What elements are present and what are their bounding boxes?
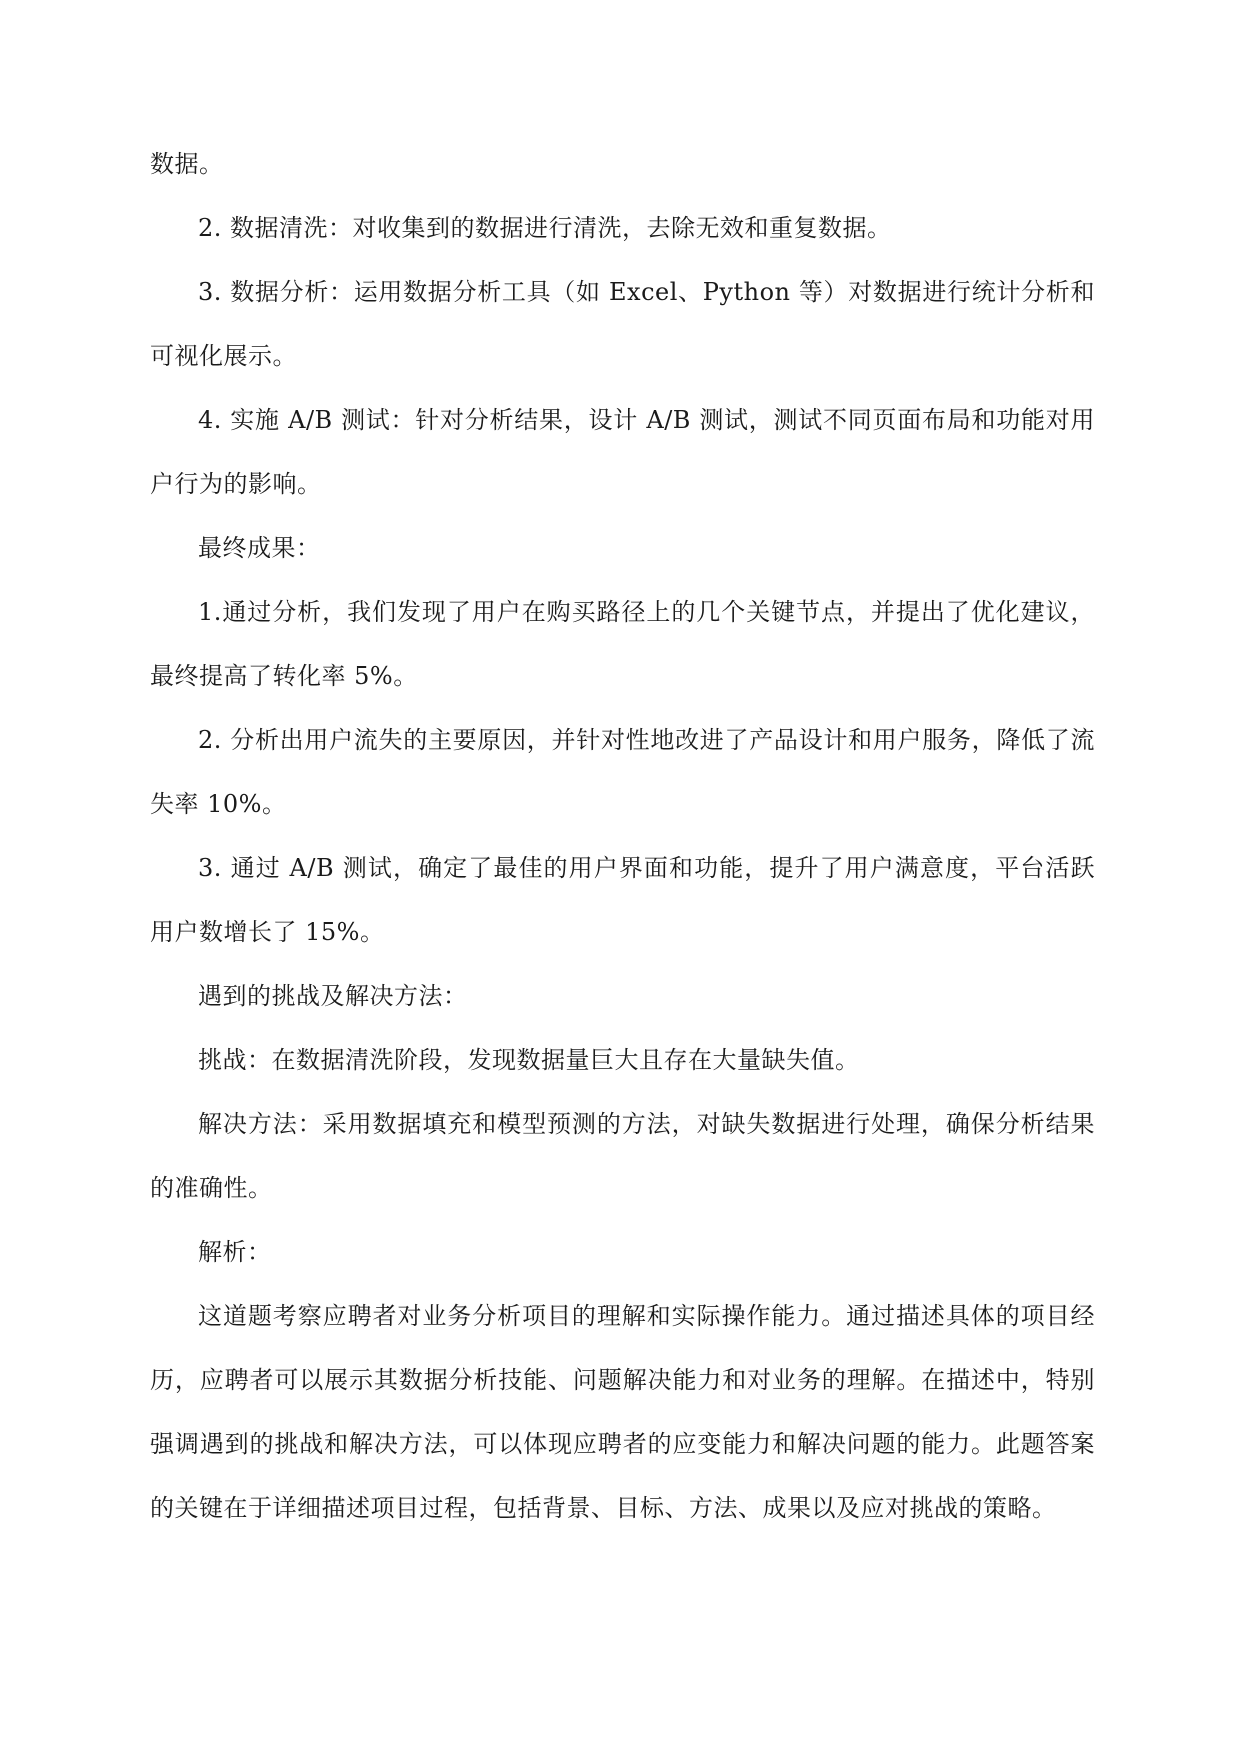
paragraph-step-2: 2. 数据清洗：对收集到的数据进行清洗，去除无效和重复数据。: [198, 214, 892, 242]
paragraph-analysis-body: 这道题考察应聘者对业务分析项目的理解和实际操作能力。通过描述具体的项目经历，应聘者可以展示其数据分析技能、问题解决能力和对业务的理解。在描述中，特别强调遇到的挑战和解决方法，可以体现应聘者的应变能力和解决问题的能力。此题答案的关键在于详细描述项目过程，包括背景、目标、方法、成果以及应对挑战的策略。: [150, 1302, 1095, 1522]
paragraph-result-3: 3. 通过 A/B 测试，确定了最佳的用户界面和功能，提升了用户满意度，平台活跃用户数增长了 15%。: [150, 854, 1095, 946]
paragraph-result-2: 2. 分析出用户流失的主要原因，并针对性地改进了产品设计和用户服务，降低了流失率 10%。: [150, 726, 1095, 818]
paragraph-result-1: 1.通过分析，我们发现了用户在购买路径上的几个关键节点，并提出了优化建议，最终提高了转化率 5%。: [150, 598, 1095, 690]
heading-challenges: 遇到的挑战及解决方法：: [198, 982, 468, 1010]
paragraph-step-3: 3. 数据分析：运用数据分析工具（如 Excel、Python 等）对数据进行统计分析和可视化展示。: [150, 278, 1095, 370]
paragraph-continuation: 数据。: [150, 150, 224, 178]
heading-analysis: 解析：: [198, 1238, 272, 1266]
heading-final-results: 最终成果：: [198, 534, 321, 562]
paragraph-challenge: 挑战：在数据清洗阶段，发现数据量巨大且存在大量缺失值。: [198, 1046, 860, 1074]
paragraph-solution: 解决方法：采用数据填充和模型预测的方法，对缺失数据进行处理，确保分析结果的准确性。: [150, 1110, 1095, 1202]
paragraph-step-4: 4. 实施 A/B 测试：针对分析结果，设计 A/B 测试，测试不同页面布局和功能对用户行为的影响。: [150, 406, 1095, 498]
